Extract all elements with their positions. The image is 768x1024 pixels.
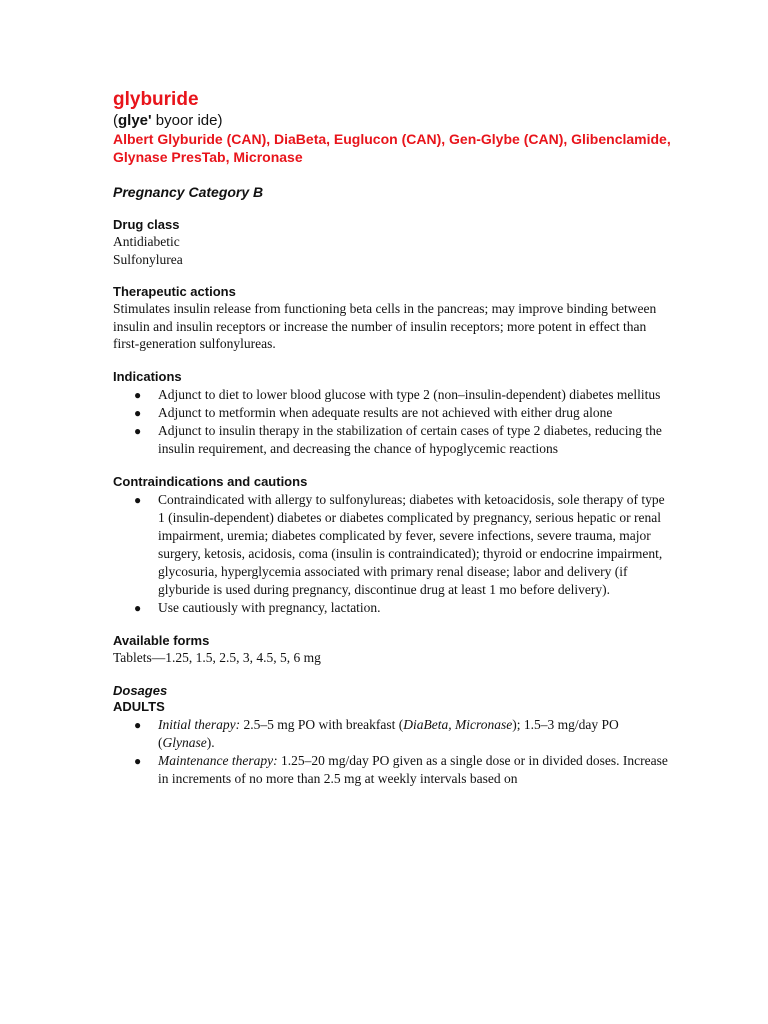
drug-name: glyburide: [113, 89, 199, 110]
contraindications-heading: Contraindications and cautions: [113, 473, 308, 489]
indications-section: [113, 369, 673, 458]
pronunciation: [113, 112, 673, 130]
dose-label: Maintenance therapy:: [158, 752, 278, 768]
therapeutic-section: [113, 284, 673, 353]
therapeutic-heading: Therapeutic actions: [113, 284, 236, 300]
dose-text: 2.5–5 mg PO with breakfast (: [240, 716, 404, 732]
pron-rest: byoor ide): [151, 112, 223, 129]
list-item: [113, 386, 673, 404]
therapeutic-text: Stimulates insulin release from functioning beta cells in the pancreas; may improve binding between insulin and insulin receptors or increase the number of insulin receptors; more potent in effect than first-generation sulfonylureas.: [113, 301, 657, 352]
list-item: [113, 716, 673, 752]
contraindications-section: [113, 474, 673, 617]
adults-subheading: ADULTS: [113, 698, 165, 714]
pron-stress: glye': [118, 112, 152, 129]
bullet-icon: ●: [134, 423, 142, 438]
dose-label: Initial therapy:: [158, 716, 241, 732]
dose-brand: Glynase: [162, 734, 207, 750]
drug-class-heading: Drug class: [113, 217, 180, 232]
bullet-icon: ●: [134, 753, 142, 768]
indications-list: [113, 386, 673, 458]
indications-heading: Indications: [113, 368, 182, 384]
forms-heading: Available forms: [113, 632, 210, 648]
dosages-heading: Dosages: [113, 682, 168, 698]
list-item: [113, 422, 673, 458]
list-item: [113, 599, 673, 617]
list-item: [113, 752, 673, 788]
dosages-list: [113, 716, 673, 788]
list-item: [113, 491, 673, 599]
bullet-icon: ●: [134, 492, 142, 507]
dosages-section: [113, 683, 673, 788]
list-item: [113, 404, 673, 422]
contraindications-list: [113, 491, 673, 617]
dose-text: ).: [206, 734, 215, 750]
forms-text: Tablets—1.25, 1.5, 2.5, 3, 4.5, 5, 6 mg: [113, 649, 321, 665]
bullet-icon: ●: [134, 600, 142, 615]
indication-text: Adjunct to insulin therapy in the stabilization of certain cases of type 2 diabetes, reducing the insulin requirement, and decreasing the chance of hypoglycemic reactions: [158, 422, 662, 456]
bullet-icon: ●: [134, 717, 142, 732]
dose-brand: DiaBeta, Micronase: [403, 716, 513, 732]
bullet-icon: ●: [134, 387, 142, 402]
contra-text: Use cautiously with pregnancy, lactation.: [158, 599, 381, 615]
dose-text: 1.25–20 mg/day PO given as a single dose or in divided doses. Increase in increments of no more than 2.5 mg at weekly intervals based on: [158, 752, 668, 786]
forms-section: [113, 633, 673, 667]
document-page: [113, 88, 673, 788]
drug-class-line: Sulfonylurea: [113, 251, 183, 267]
contra-text: Contraindicated with allergy to sulfonylureas; diabetes with ketoacidosis, sole therapy of type 1 (insulin-dependent) diabetes or diabetes complicated by pregnancy, serious hepatic or renal impairment, uremia; diabetes complicated by fever, severe infections, severe trauma, major surgery, ketosis, acidosis, coma (insulin is contraindicated); thyroid or endocrine impairment, glycosuria, hyperglycemia associated with primary renal disease; labor and delivery (if glyburide is used during pregnancy, discontinue drug at least 1 mo before delivery).: [158, 491, 665, 597]
indication-text: Adjunct to diet to lower blood glucose with type 2 (non–insulin-dependent) diabetes mellitus: [158, 386, 661, 402]
pron-open: (: [113, 112, 118, 129]
dose-text: ); 1.5–3 mg/day PO (: [158, 716, 619, 750]
drug-class-line: Antidiabetic: [113, 234, 180, 249]
indication-text: Adjunct to metformin when adequate results are not achieved with either drug alone: [158, 404, 613, 420]
pregnancy-category: Pregnancy Category B: [113, 184, 264, 200]
brand-names: Albert Glyburide (CAN), DiaBeta, Euglucon (CAN), Gen-Glybe (CAN), Glibenclamide, Glynase PresTab, Micronase: [113, 131, 671, 165]
drug-class-section: [113, 217, 673, 268]
bullet-icon: ●: [134, 405, 142, 420]
